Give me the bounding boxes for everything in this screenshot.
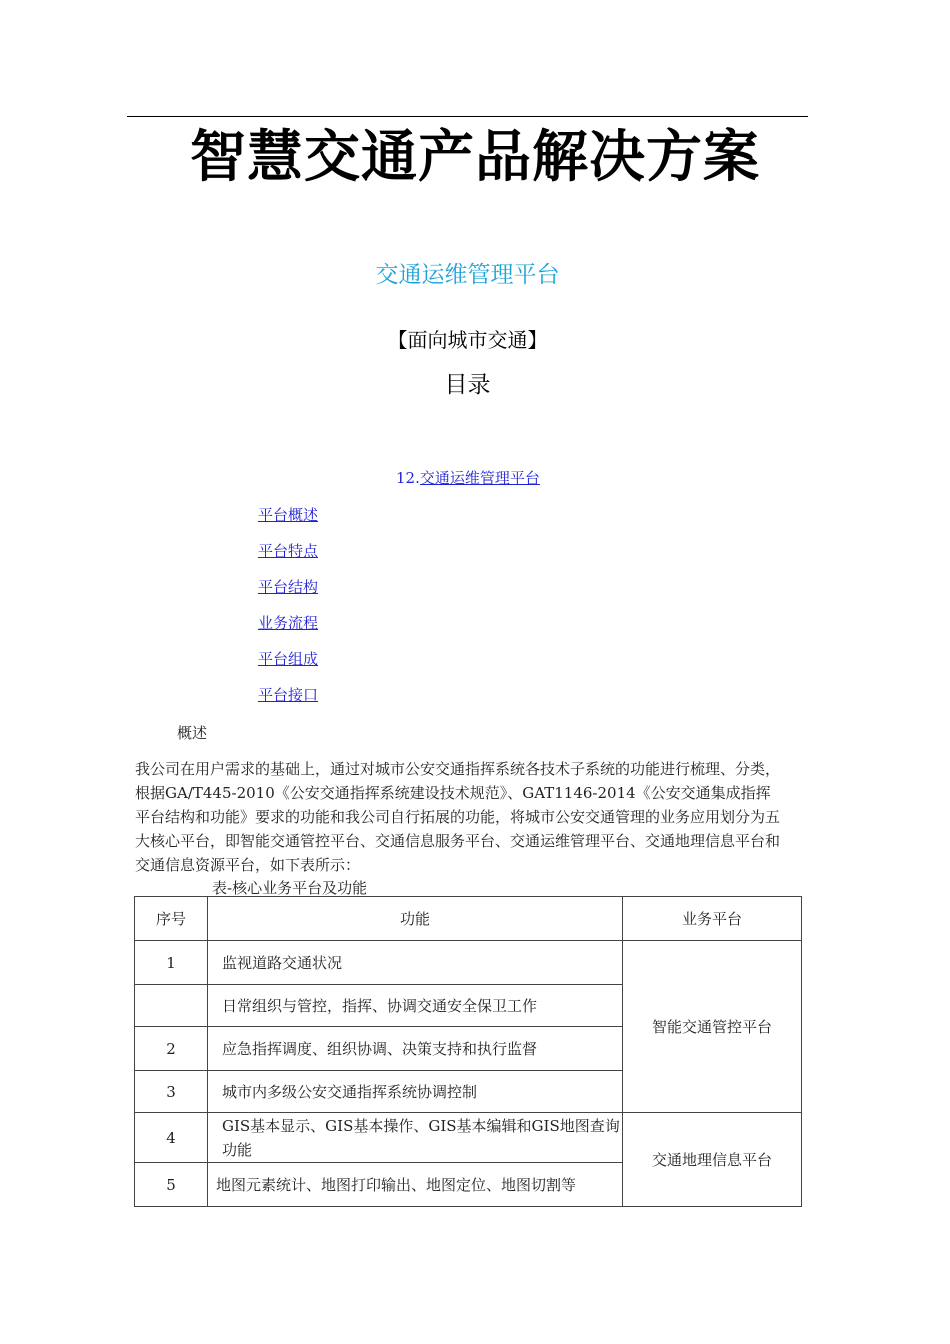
- toc-link-features[interactable]: 平台特点: [258, 542, 319, 560]
- row-function: 日常组织与管控，指挥、协调交通安全保卫工作: [208, 985, 623, 1027]
- toc-item: [258, 504, 318, 540]
- row-function: 地图元素统计、地图打印输出、地图定位、地图切割等: [208, 1163, 623, 1207]
- row-function: 监视道路交通状况: [208, 941, 623, 985]
- row-seq: 5: [135, 1163, 208, 1207]
- toc-link-workflow[interactable]: 业务流程: [258, 614, 319, 632]
- header-rule: [127, 116, 808, 117]
- core-platform-table: [134, 896, 802, 1207]
- toc-link-structure[interactable]: 平台结构: [258, 578, 319, 596]
- header-seq: 序号: [135, 897, 208, 941]
- row-function: GIS基本显示、GIS基本操作、GIS基本编辑和GIS地图查询功能: [208, 1113, 623, 1163]
- document-subtitle: 交通运维管理平台: [375, 262, 560, 288]
- header-platform: 业务平台: [623, 897, 802, 941]
- toc-item: [258, 540, 318, 576]
- toc-main-entry: [396, 467, 540, 488]
- toc-item: [258, 684, 318, 720]
- toc-item: [258, 612, 318, 648]
- row-function: 应急指挥调度、组织协调、决策支持和执行监督: [208, 1027, 623, 1071]
- document-title: 智慧交通产品解决方案: [190, 125, 760, 190]
- table-row: [135, 941, 802, 985]
- toc-item: [258, 576, 318, 612]
- section-heading: 概述: [177, 724, 208, 742]
- toc-main-number: 12.: [396, 469, 420, 487]
- platform-cell: 智能交通管控平台: [623, 941, 802, 1113]
- toc-main-link[interactable]: 交通运维管理平台: [419, 469, 540, 487]
- row-seq: 4: [135, 1113, 208, 1163]
- audience-label: 【面向城市交通】: [387, 328, 548, 352]
- section-paragraph: 我公司在用户需求的基础上，通过对城市公安交通指挥系统各技术子系统的功能进行梳理、分类，根据GA/T445-2010《公安交通指挥系统建设技术规范》、GAT1146-2014《公安交通集成指挥平台结构和功能》要求的功能和我公司自行拓展的功能，将城市公安交通管理的业务应用划分为五大核心平台，即智能交通管控平台、交通信息服务平台、交通运维管理平台、交通地理信息平台和交通信息资源平台，如下表所示：: [135, 760, 781, 874]
- row-seq: 2: [135, 1027, 208, 1071]
- toc-link-interface[interactable]: 平台接口: [258, 686, 319, 704]
- toc-item: [258, 648, 318, 684]
- row-seq: 1: [135, 941, 208, 985]
- toc-title: 目录: [444, 372, 491, 398]
- header-function: 功能: [208, 897, 623, 941]
- platform-cell: 交通地理信息平台: [623, 1113, 802, 1207]
- toc-link-overview[interactable]: 平台概述: [258, 506, 319, 524]
- table-caption: 表-核心业务平台及功能: [212, 879, 368, 897]
- row-function: 城市内多级公安交通指挥系统协调控制: [208, 1071, 623, 1113]
- toc-link-composition[interactable]: 平台组成: [258, 650, 319, 668]
- table-header-row: [135, 897, 802, 941]
- table-row: [135, 1113, 802, 1163]
- row-seq: [135, 985, 208, 1027]
- row-seq: 3: [135, 1071, 208, 1113]
- toc-list: [258, 504, 318, 720]
